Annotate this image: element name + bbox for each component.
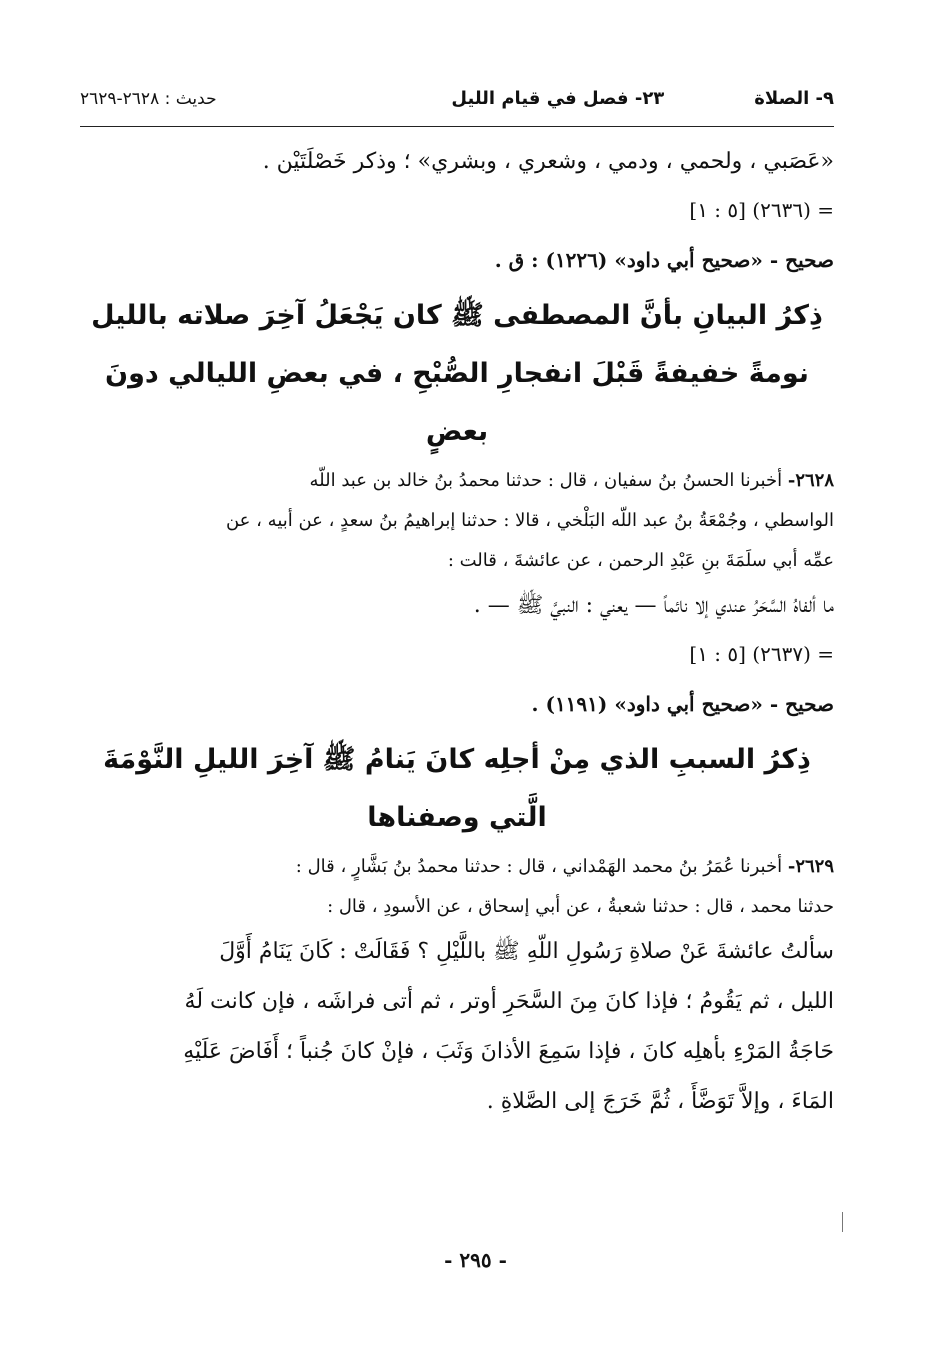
page-number: - ٢٩٥ - [444, 1248, 507, 1272]
hadith-number: ٢٦٢٩- [787, 856, 834, 877]
intro-text: «عَصَبي ، ولحمي ، ودمي ، وشعري ، وبشري» ؛ وذكر خَصْلَتَيْن . [262, 149, 834, 174]
hadith-2628-reference: = (٢٦٣٧) [٥ : ١] [689, 642, 834, 666]
heading-1-line-1: ذِكرُ البيانِ بأنَّ المصطفى ﷺ كان يَجْعَلُ آخِرَ صلاته بالليل [91, 300, 823, 331]
page-body [80, 127, 834, 1127]
chapter-title: ٩- الصلاة [754, 88, 834, 109]
running-header [80, 88, 834, 127]
hadith-2628-isnad [80, 461, 834, 581]
matn-line-2: الليل ، ثم يَقُومُ ؛ فإذا كانَ مِنَ السَّحَرِ أوتر ، ثم أتى فراشَه ، فإن كانت لَهُ [184, 989, 834, 1014]
grade-label: صحيح - [769, 248, 834, 272]
hadith-2629-matn [80, 927, 834, 1127]
hadith-2629-isnad [80, 847, 834, 927]
hadith-2628-matn: ما ألفاهُ السَّحَرُ عندي إلا نائماً — يعني : النبيَّ ﷺ — . [473, 593, 834, 618]
isnad-text: أخبرنا الحسنُ بنُ سفيان ، قال : حدثنا محمدُ بنُ خالد بن عبد اللّه [309, 470, 783, 491]
document-page [80, 88, 834, 1127]
heading-1-line-3: بعضٍ [425, 416, 489, 447]
section-title: ٢٣- فصل في قيام الليل [451, 88, 665, 109]
isnad-line-1 [80, 847, 834, 887]
heading-2-line-1: ذِكرُ السببِ الذي مِنْ أجلِه كانَ يَنامُ ﷺ آخِرَ الليلِ النَّوْمَةَ [103, 744, 811, 775]
header-titles [451, 88, 834, 109]
chapter-heading-2 [80, 731, 834, 847]
heading-2-line-2: الَّتي وصفناها [367, 802, 547, 833]
heading-1-line-2: نومةً خفيفةً قَبْلَ انفجارِ الصُّبْحِ ، في بعضِ الليالي دونَ [105, 358, 809, 389]
intro-grade [80, 233, 834, 287]
grade-text: «صحيح أبي داود» (١١٩١) . [531, 692, 763, 716]
margin-mark [842, 1212, 843, 1232]
intro-reference: = (٢٦٣٦) [٥ : ١] [689, 198, 834, 222]
grade-label: صحيح - [769, 692, 834, 716]
chapter-heading-1 [80, 287, 834, 461]
isnad-line-2: حدثنا محمد ، قال : حدثنا شعبةُ ، عن أبي إسحاق ، عن الأسودِ ، قال : [327, 896, 834, 917]
isnad-line-1 [80, 461, 834, 501]
isnad-line-2: الواسطي ، وجُمْعَةُ بنُ عبد اللّه البَلْخي ، قالا : حدثنا إبراهيمُ بنُ سعدٍ ، عن أبيه ، عن [225, 510, 834, 531]
matn-line-3: حَاجَةُ المَرْءِ بأهلِه كانَ ، فإذا سَمِعَ الأذانَ وَثَبَ ، فإنْ كانَ جُنباً ؛ أَفَاضَ عَلَيْهِ [183, 1039, 834, 1064]
matn-line-4: المَاءَ ، وإلاَّ تَوَضَّأَ ، ثُمَّ خَرَجَ إلى الصَّلاةِ . [486, 1089, 834, 1114]
grade-text: «صحيح أبي داود» (١٢٢٦) : ق . [494, 248, 763, 272]
hadith-2628-grade [80, 677, 834, 731]
isnad-text: أخبرنا عُمَرُ بنُ محمد الهَمْداني ، قال : حدثنا محمدُ بنُ بَشَّارٍ ، قال : [295, 856, 783, 877]
matn-line-1: سألتُ عائشةَ عَنْ صلاةِ رَسُولِ اللّهِ ﷺ باللَّيْلِ ؟ فَقَالَتْ : كَانَ يَنَامُ أَوَّلَ [219, 939, 834, 964]
hadith-range: حديث : ٢٦٢٨-٢٦٢٩ [80, 89, 217, 109]
hadith-number: ٢٦٢٨- [787, 470, 834, 491]
isnad-line-3: عمِّه أبي سلَمَةَ بنِ عَبْدِ الرحمن ، عن عائشةَ ، قالت : [447, 550, 834, 571]
